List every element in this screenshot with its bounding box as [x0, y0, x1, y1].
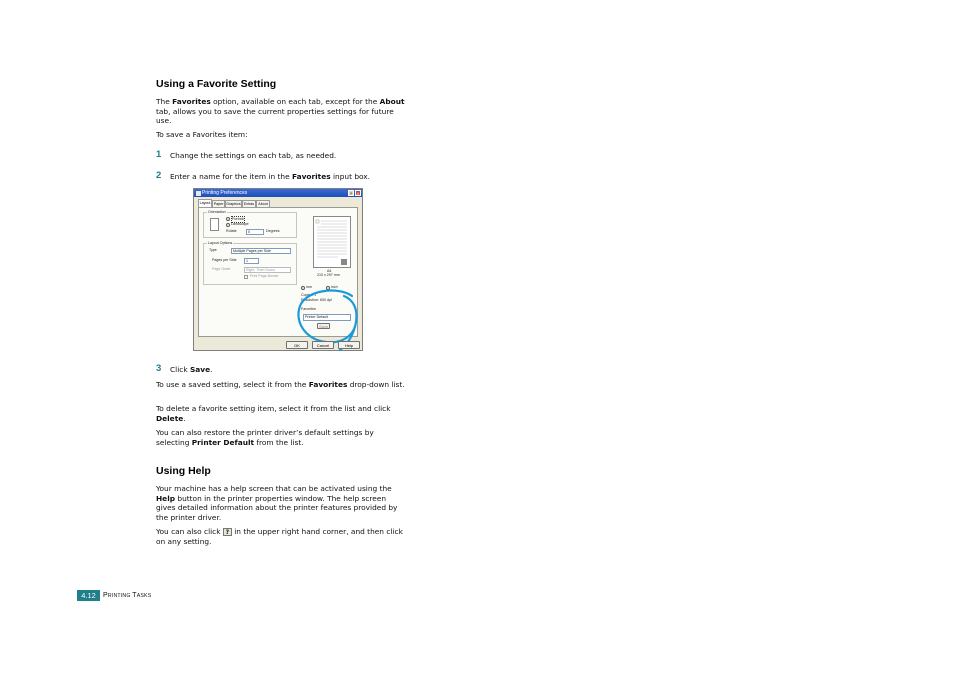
page-order-label: Page Order — [212, 267, 231, 271]
preview-paper-name: A4 — [327, 269, 332, 273]
step-2-number: 2 — [156, 170, 162, 181]
favorites-intro-paragraph: The Favorites option, available on each tab, except for the About tab, allows you to save the current properties settings for future use. — [156, 97, 405, 126]
tab-extras[interactable]: Extras — [243, 202, 255, 206]
favorites-select[interactable]: Printer Default — [303, 314, 351, 321]
step-3-number: 3 — [156, 363, 162, 374]
delete-paragraph: To delete a favorite setting item, select it from the list and click Delete. — [156, 404, 391, 423]
chapter-label: PRINTING TASKS — [103, 592, 152, 599]
dialog-title: Printing Preferences — [202, 190, 248, 196]
tab-layout[interactable]: Layout — [199, 201, 211, 205]
print-page-border-checkbox[interactable] — [244, 275, 248, 279]
portrait-label: Portrait — [232, 217, 244, 221]
printing-preferences-dialog — [193, 188, 363, 351]
inch-label: inch — [331, 285, 338, 289]
tab-paper[interactable]: Paper — [213, 202, 224, 206]
dialog-title-bar — [194, 189, 362, 197]
print-page-border-label: Print Page Border — [250, 274, 279, 278]
mm-label: mm — [306, 285, 312, 289]
ok-button[interactable]: OK — [286, 341, 308, 349]
preview-paper-size: 210 x 297 mm — [317, 273, 340, 277]
section-heading-favorites: Using a Favorite Setting — [156, 78, 277, 90]
section-heading-help: Using Help — [156, 465, 211, 477]
favorites-save-button[interactable]: Save — [318, 324, 329, 329]
favorites-label: Favorites — [301, 307, 316, 311]
preview-lines-graphic — [314, 217, 350, 267]
page-number: 4.12 — [77, 590, 100, 601]
step-3-text: Click Save. — [170, 365, 213, 374]
step-1-text: Change the settings on each tab, as needed. — [170, 151, 337, 160]
orientation-label: Orientation — [208, 210, 226, 214]
help-button[interactable]: Help — [338, 341, 360, 349]
help-title-button[interactable]: ? — [349, 191, 353, 196]
layout-options-label: Layout Options — [208, 241, 233, 245]
tab-graphics[interactable]: Graphics — [226, 202, 241, 206]
layout-options-group — [203, 243, 297, 285]
step-2-text: Enter a name for the item in the Favorites input box. — [170, 172, 371, 181]
copies-info: Copies: 1 — [301, 293, 317, 297]
close-title-button[interactable]: X — [356, 191, 360, 196]
landscape-radio[interactable] — [226, 223, 230, 227]
pages-per-side-label: Pages per Side — [212, 258, 237, 262]
degrees-label: Degrees — [266, 229, 280, 233]
type-label: Type — [209, 248, 217, 252]
resolution-info: Resolution: 600 dpi — [301, 298, 332, 302]
tab-about[interactable]: About — [256, 200, 270, 207]
layout-tab-panel — [198, 207, 358, 337]
page-order-select[interactable]: Right, Then Down — [244, 267, 291, 273]
use-saved-paragraph: To use a saved setting, select it from the Favorites drop-down list. — [156, 380, 405, 389]
save-intro: To save a Favorites item: — [156, 130, 248, 139]
question-mark-icon: ? — [223, 528, 232, 536]
orientation-group — [203, 212, 297, 238]
step-1-number: 1 — [156, 149, 162, 160]
portrait-radio[interactable] — [226, 217, 230, 221]
restore-paragraph: You can also restore the printer driver’s default settings by selecting Printer Default from the list. — [156, 428, 374, 447]
help-paragraph-1: Your machine has a help screen that can be activated using the Help button in the printer properties window. The help screen gives detailed information about the printer features provided by the printer driver. — [156, 484, 398, 522]
layout-type-select[interactable]: Multiple Pages per Side — [231, 248, 291, 254]
rotate-label: Rotate — [226, 229, 237, 233]
orientation-page-icon — [210, 218, 219, 231]
pages-per-side-select[interactable]: 1 — [244, 258, 259, 264]
cancel-button[interactable]: Cancel — [312, 341, 334, 349]
page-preview — [313, 216, 351, 268]
landscape-label: Landscape — [231, 222, 249, 226]
printer-icon — [196, 191, 201, 196]
help-paragraph-2: You can also click ? in the upper right hand corner, and then click on any setting. — [156, 527, 403, 546]
rotate-select[interactable]: 0 — [246, 229, 264, 235]
